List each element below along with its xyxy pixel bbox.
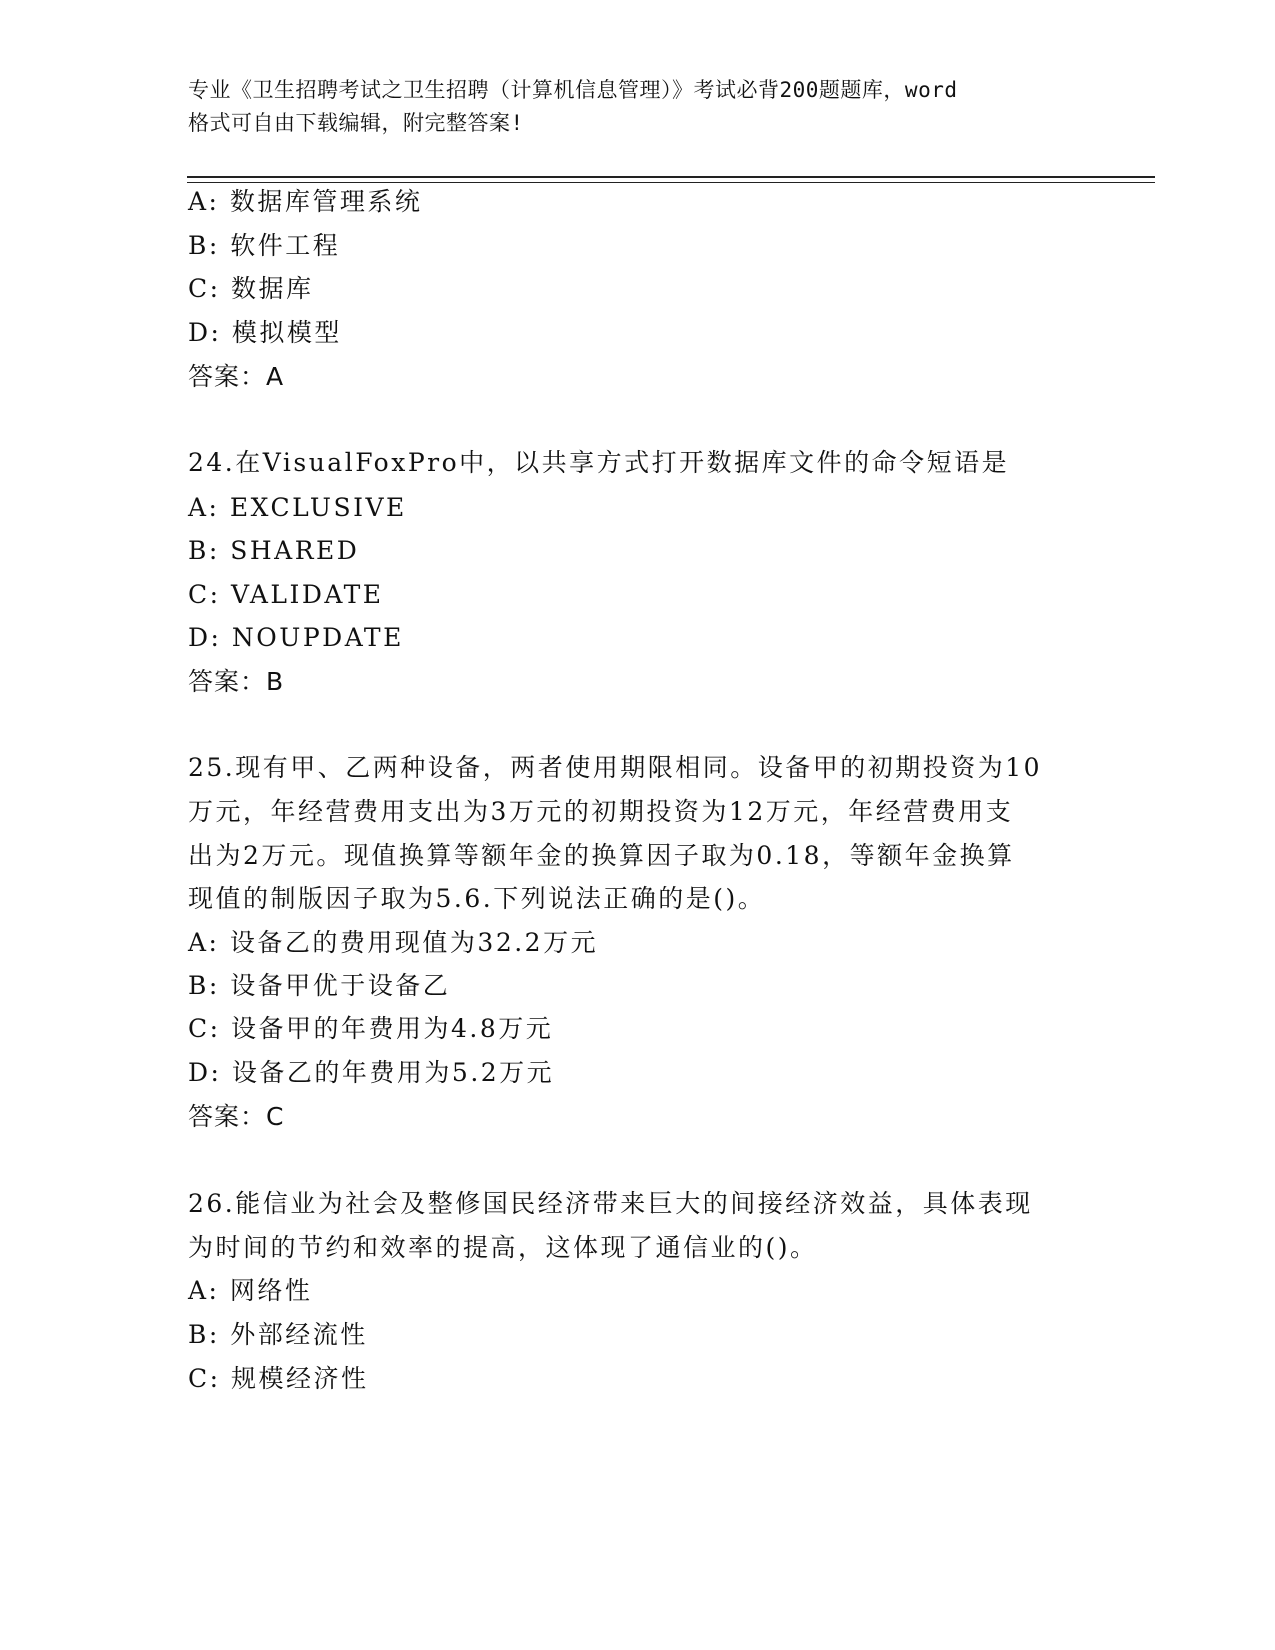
q26-option-a: A: 网络性 (188, 1276, 313, 1305)
q24-option-c: C: VALIDATE (188, 580, 384, 609)
q23-answer: 答案：A (188, 362, 285, 391)
q23-option-a: A: 数据库管理系统 (188, 187, 423, 216)
q25-answer: 答案：C (188, 1102, 285, 1131)
q26-stem-line-2: 为时间的节约和效率的提高，这体现了通信业的()。 (188, 1233, 818, 1262)
q25-stem-line-2: 万元，年经营费用支出为3万元的初期投资为12万元，年经营费用支 (188, 797, 1014, 826)
q25-option-d: D: 设备乙的年费用为5.2万元 (188, 1058, 555, 1087)
q23-option-c: C: 数据库 (188, 274, 314, 303)
q23-option-d: D: 模拟模型 (188, 318, 342, 347)
document-header (188, 74, 1088, 140)
q25-option-a: A: 设备乙的费用现值为32.2万元 (188, 928, 599, 957)
q25-stem-line-4: 现值的制版因子取为5.6.下列说法正确的是()。 (188, 884, 766, 913)
q25-option-b: B: 设备甲优于设备乙 (188, 971, 451, 1000)
q25-stem-line-1: 25.现有甲、乙两种设备，两者使用期限相同。设备甲的初期投资为10 (188, 753, 1043, 782)
q25-option-c: C: 设备甲的年费用为4.8万元 (188, 1014, 554, 1043)
q26-stem-line-1: 26.能信业为社会及整修国民经济带来巨大的间接经济效益，具体表现 (188, 1189, 1033, 1218)
header-line-2: 格式可自由下载编辑，附完整答案! (188, 111, 524, 135)
q25-stem-line-3: 出为2万元。现值换算等额年金的换算因子取为0.18，等额年金换算 (188, 841, 1015, 870)
q24-answer: 答案：B (188, 667, 285, 696)
q26-option-b: B: 外部经流性 (188, 1320, 368, 1349)
header-line-1: 专业《卫生招聘考试之卫生招聘（计算机信息管理）》考试必背200题题库，word (188, 78, 958, 102)
header-divider-thick (187, 176, 1155, 178)
q24-stem-line-1: 24.在VisualFoxPro中，以共享方式打开数据库文件的命令短语是 (188, 448, 1010, 477)
q23-option-b: B: 软件工程 (188, 231, 341, 260)
q24-option-d: D: NOUPDATE (188, 623, 404, 652)
q24-option-a: A: EXCLUSIVE (188, 493, 407, 522)
q24-option-b: B: SHARED (188, 536, 360, 565)
q26-option-c: C: 规模经济性 (188, 1364, 369, 1393)
header-divider-thin (187, 182, 1155, 183)
